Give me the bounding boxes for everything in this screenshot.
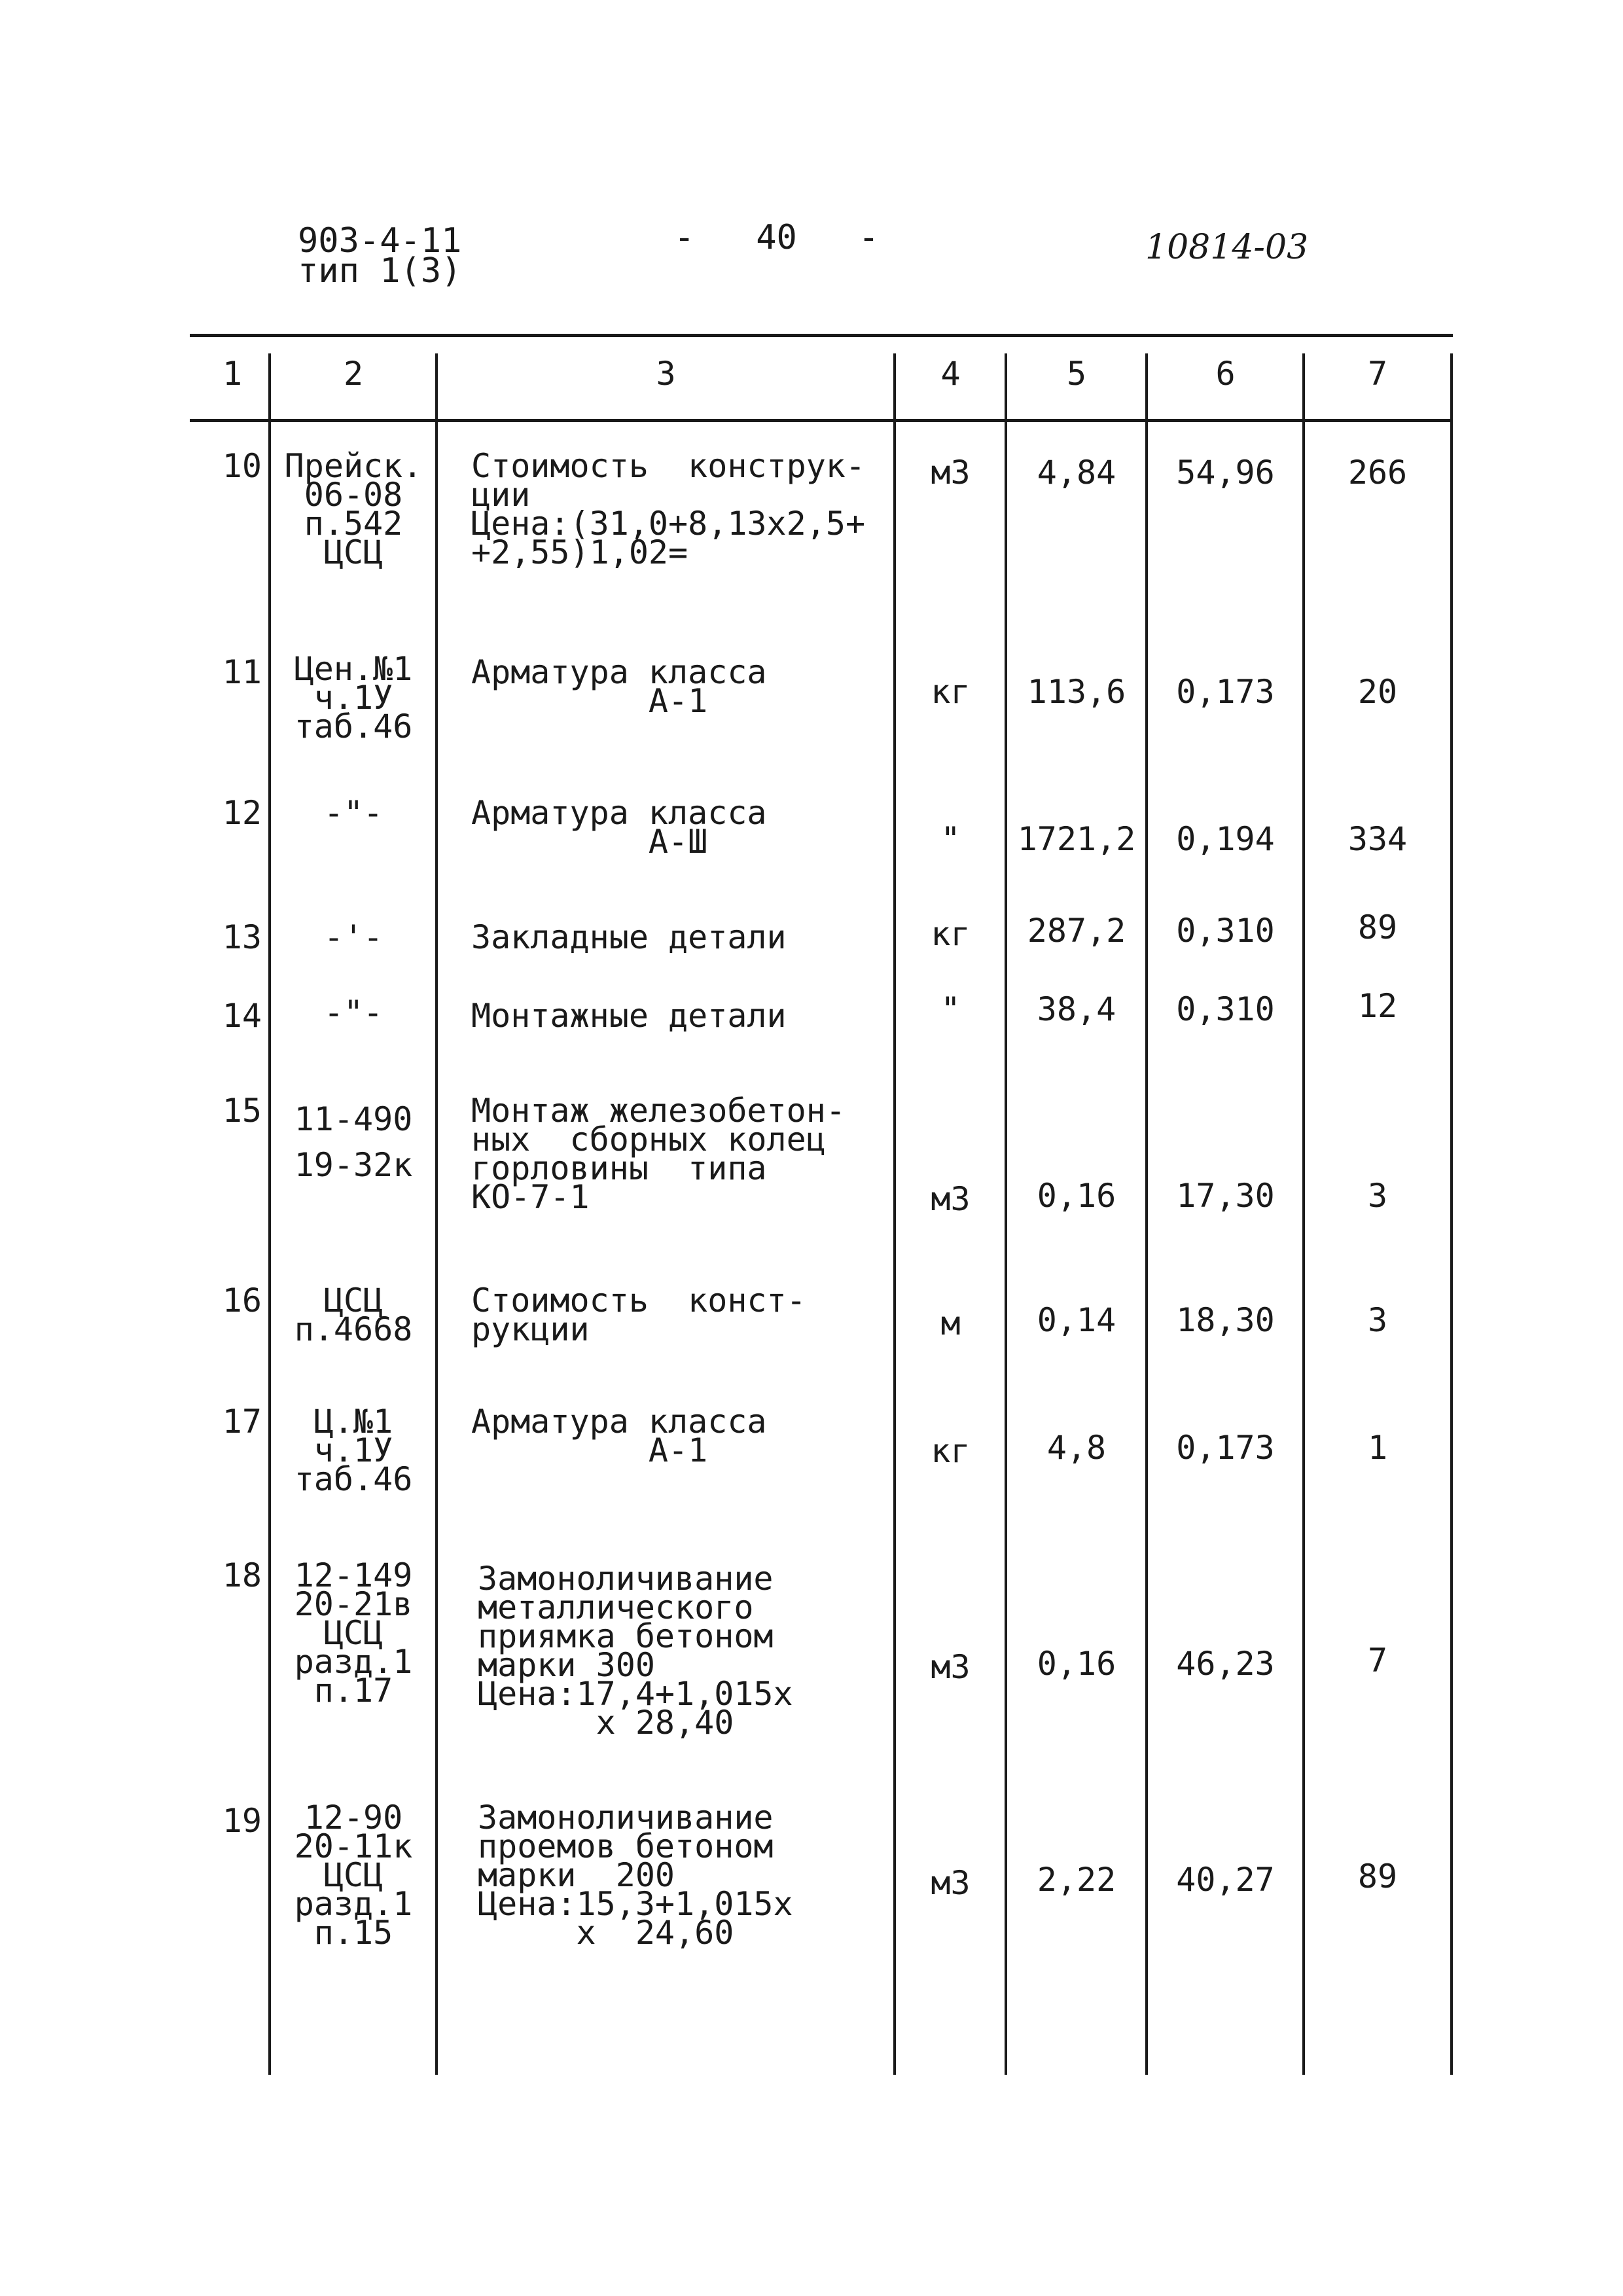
row-number: 19 [222,1802,262,1840]
price-reference: -"- [323,994,383,1031]
unit: " [940,990,961,1028]
quantity: 287,2 [1027,912,1126,950]
quantity: 113,6 [1027,673,1126,711]
unit-price: 0,310 [1176,912,1275,950]
price-reference: 11-490 19-32к [294,1100,413,1184]
unit-price: 0,173 [1176,1429,1275,1467]
price-reference: 12-90 20-11к ЦСЦ разд.1 п.15 [294,1799,413,1952]
unit-price: 18,30 [1176,1301,1275,1339]
column-header: 4 [940,355,961,393]
work-description: Монтажные детали [471,997,787,1035]
unit: " [940,820,961,858]
quantity: 1721,2 [1017,820,1136,858]
total-cost: 20 [1357,673,1398,711]
row-number: 16 [222,1282,262,1319]
unit: кг [931,1432,971,1470]
estimate-table [190,334,1453,2075]
row-number: 11 [222,653,262,691]
page-number: - 40 - [674,218,880,257]
unit-price: 0,173 [1176,673,1275,711]
table-top-rule [190,334,1453,337]
row-number: 17 [222,1403,262,1441]
quantity: 4,84 [1037,454,1116,492]
column-divider [1145,353,1148,2075]
column-divider [893,353,896,2075]
work-description: Арматура класса А-Ш [471,794,767,861]
quantity: 0,16 [1037,1645,1116,1683]
price-reference: ЦСЦ п.4668 [294,1282,413,1348]
work-description: Монтаж железобетон- ных сборных колец горловины типа КО-7-1 [471,1092,846,1216]
unit-price: 0,194 [1176,820,1275,858]
price-reference: -"- [323,794,383,832]
row-number: 10 [222,447,262,485]
total-cost: 334 [1347,820,1408,858]
unit-price: 0,310 [1176,990,1275,1028]
work-description: Арматура класса А-1 [471,653,767,720]
work-description: Стоимость конструк- ции Цена:(31,0+8,13x2,5+ +2,55)1,02= [471,447,866,571]
unit: м3 [931,1648,971,1686]
unit-price: 17,30 [1176,1177,1275,1215]
work-description: Стоимость конст- рукции [471,1282,806,1348]
column-header: 3 [656,355,676,393]
row-number: 15 [222,1092,262,1130]
header-rule [190,419,1453,422]
quantity: 0,14 [1037,1301,1116,1339]
price-reference: Цен.№1 ч.1У таб.46 [294,650,413,745]
unit: м3 [931,1864,971,1902]
unit: м3 [931,1180,971,1218]
column-header: 2 [343,355,364,393]
unit-price: 46,23 [1176,1645,1275,1683]
work-description: Замоноличивание проемов бетоном марки 200 Цена:15,3+1,015x x 24,60 [478,1799,793,1952]
quantity: 4,8 [1046,1429,1107,1467]
work-description: Закладные детали [471,918,787,956]
price-reference: Прейск. 06-08 п.542 ЦСЦ [284,447,423,571]
row-number: 13 [222,918,262,956]
work-description: Арматура класса А-1 [471,1403,767,1469]
total-cost: 89 [1357,1857,1398,1895]
row-number: 12 [222,794,262,832]
total-cost: 3 [1367,1301,1388,1339]
column-divider [435,353,438,2075]
total-cost: 7 [1367,1641,1388,1679]
total-cost: 1 [1367,1429,1388,1467]
price-reference: -'- [323,918,383,956]
column-divider [1450,353,1453,2075]
column-divider [268,353,271,2075]
document-number: 10814-03 [1145,228,1309,267]
column-divider [1302,353,1305,2075]
unit-price: 54,96 [1176,454,1275,492]
total-cost: 89 [1357,908,1398,946]
total-cost: 266 [1347,454,1408,492]
column-divider [1005,353,1007,2075]
document-code: 903-4-11 тип 1(3) [298,221,462,291]
row-number: 14 [222,997,262,1035]
column-header: 7 [1367,355,1388,393]
unit-price: 40,27 [1176,1861,1275,1899]
quantity: 2,22 [1037,1861,1116,1899]
column-header: 6 [1215,355,1236,393]
unit: кг [931,915,971,953]
total-cost: 12 [1357,987,1398,1025]
quantity: 38,4 [1037,990,1116,1028]
row-number: 18 [222,1556,262,1594]
total-cost: 3 [1367,1177,1388,1215]
unit: кг [931,673,971,711]
unit: м3 [931,454,971,492]
column-header: 1 [222,355,243,393]
unit: м [940,1304,961,1342]
price-reference: 12-149 20-21в ЦСЦ разд.1 п.17 [294,1556,413,1710]
price-reference: Ц.№1 ч.1У таб.46 [294,1403,413,1498]
column-header: 5 [1066,355,1087,393]
quantity: 0,16 [1037,1177,1116,1215]
work-description: Замоноличивание металлического приямка бетоном марки 300 Цена:17,4+1,015x x 28,40 [478,1560,793,1742]
